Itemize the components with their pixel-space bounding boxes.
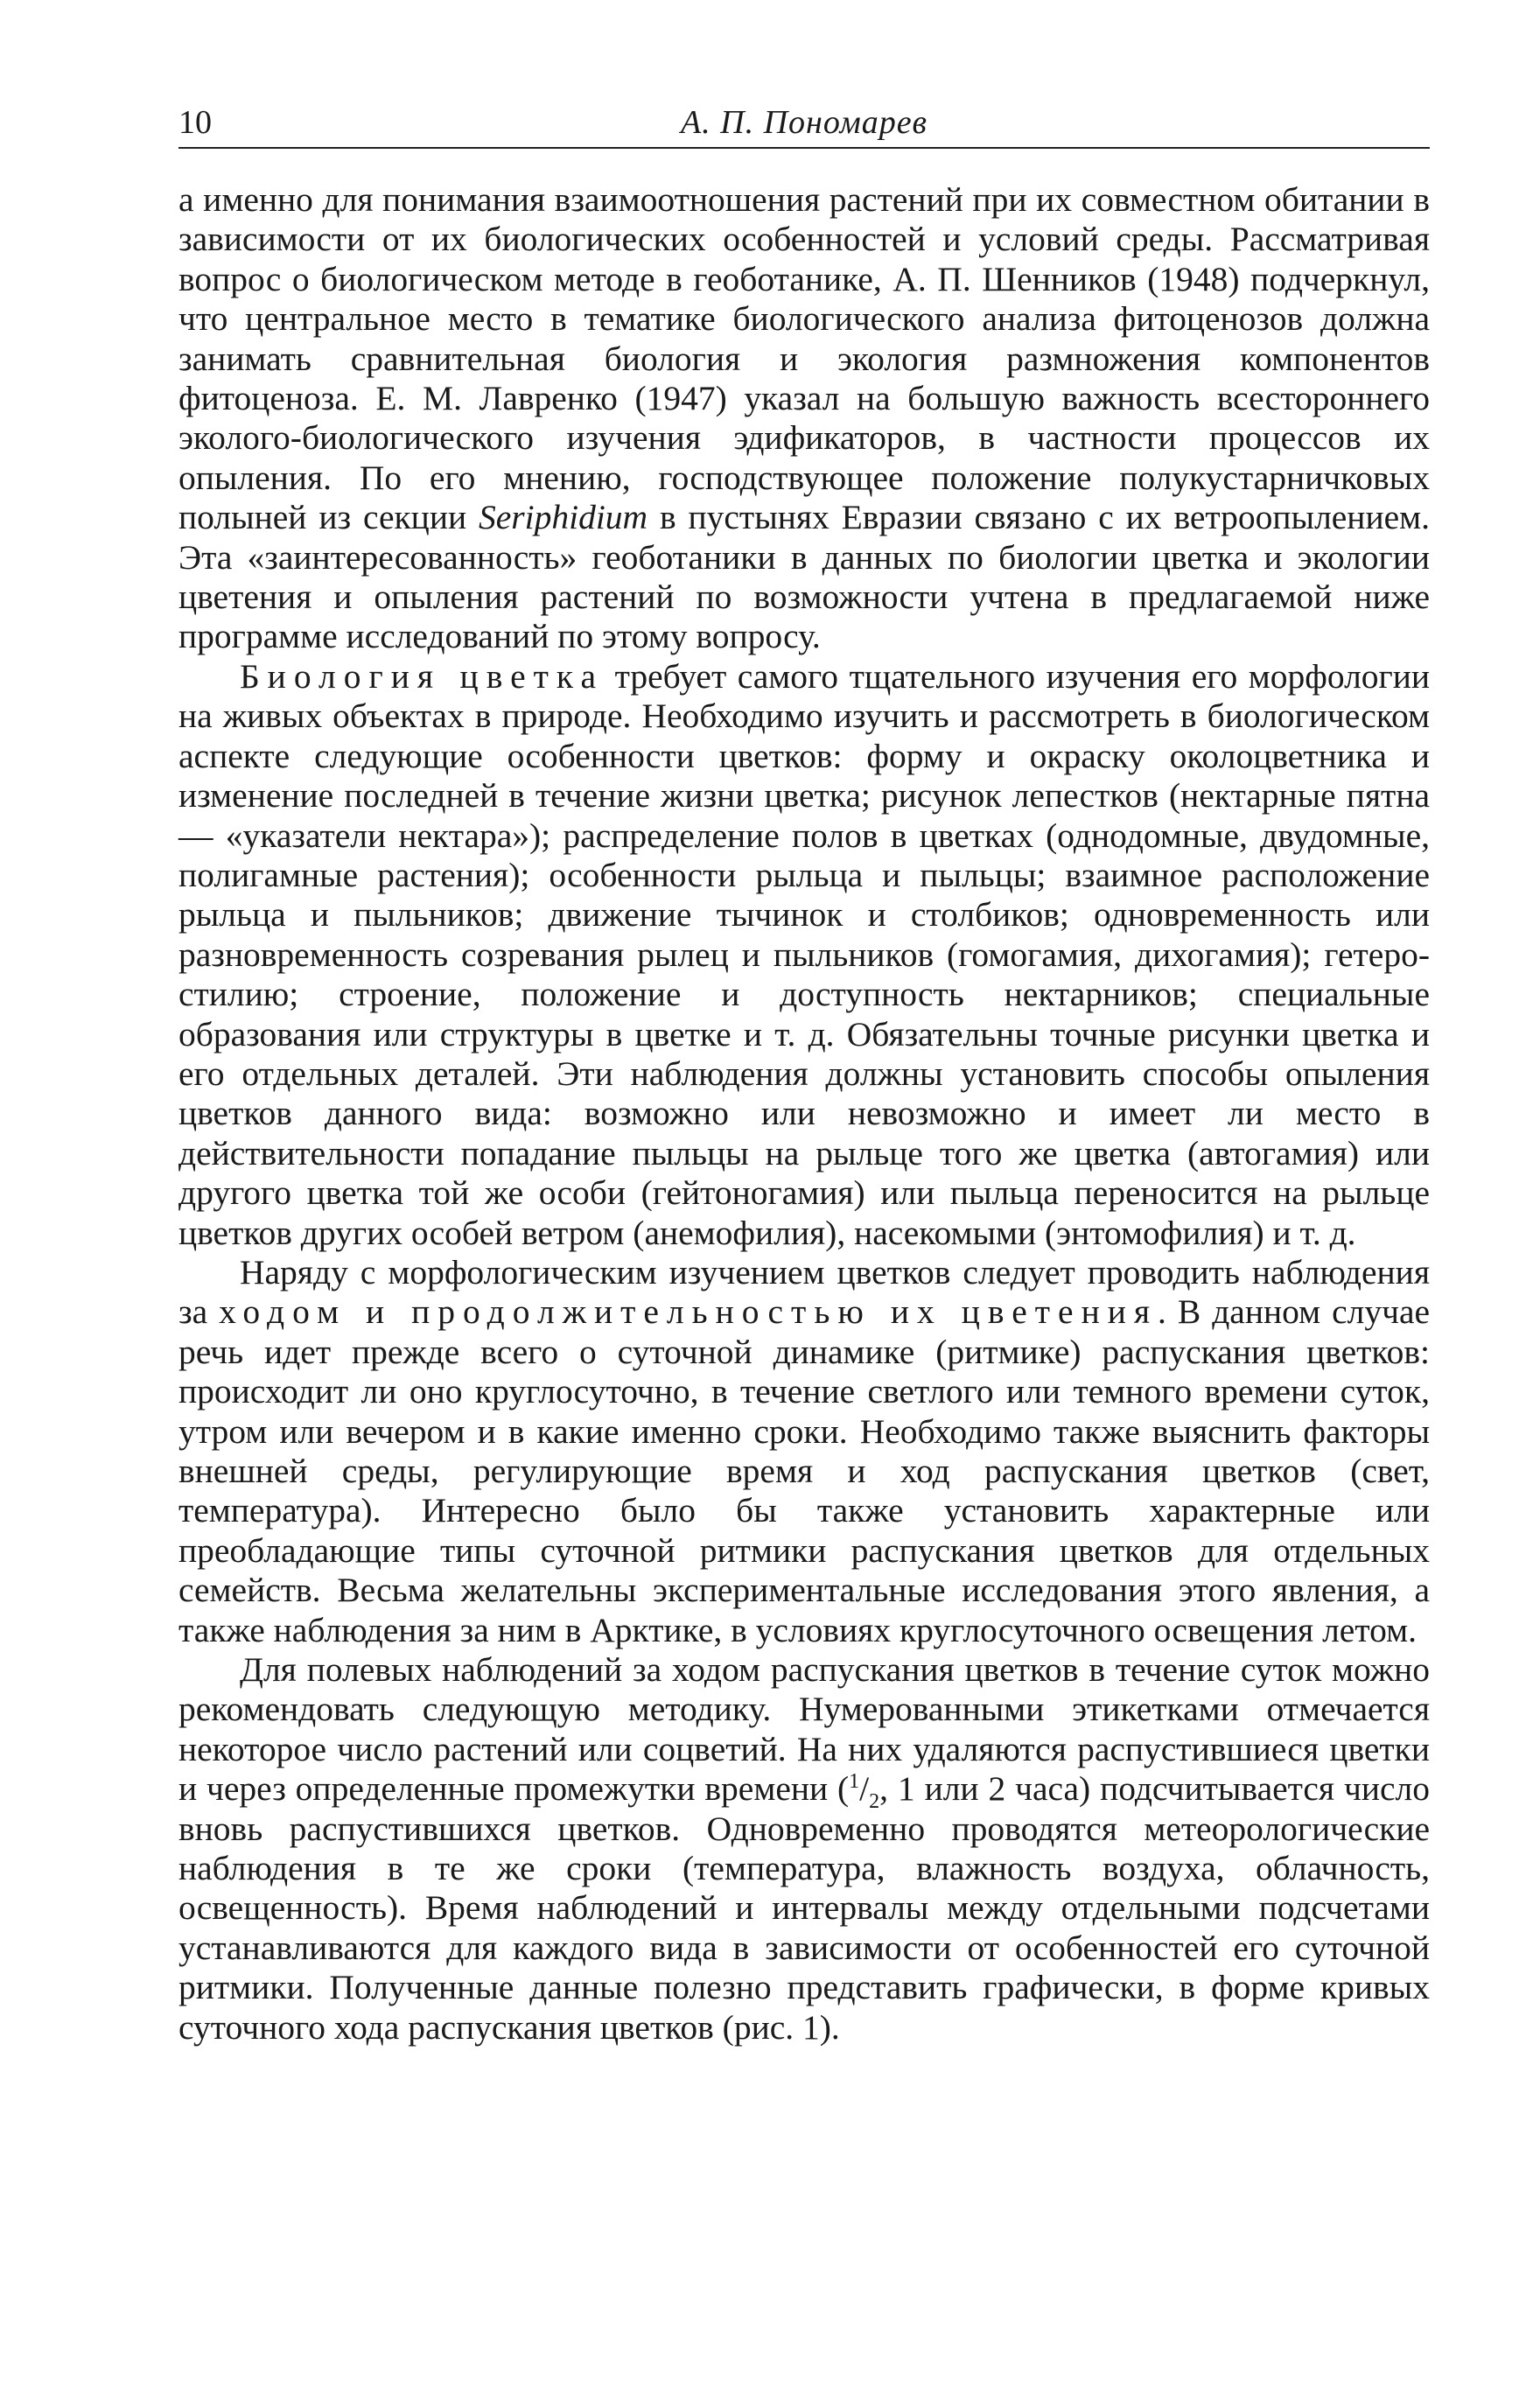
running-title: А. П. Пономарев xyxy=(680,104,928,141)
book-page xyxy=(178,98,1430,2048)
paragraph-2-spaced-term: Биология цветка xyxy=(240,656,605,696)
paragraph-4-text-a: Для полевых наблюдений за ходом распускания цветков в течение суток можно рекомендовать следующую методику. Нумерованными этикетками отмечается некоторое число растений или соцветий. На них удаляются распустившиеся цветки и через определенные промежутки времени ( xyxy=(178,1650,1430,1809)
paragraph-3-spaced-term: ходом и продолжительностью их цветения xyxy=(219,1292,1158,1332)
page-header xyxy=(178,98,1430,149)
paragraph-2-text: требует самого тщательного изучения его морфологии на живых объектах в природе. Необходимо изучить и рассмотреть в биологическом аспекте следующие особенности цветков: форму и окраску околоцветника и изменение последней в течение жизни цветка; рисунок лепестков (нектарные пятна — «указатели нектара»); распределение полов в цветках (однодомные, двудомные, полигамные растения); особенности рыльца и пыльцы; взаимное расположение рыльца и пыльников; движение тычинок и столбиков; одновременность или разновременность созревания рылец и пыльников (гомогамия, дихогамия); гетеростилию; строение, положение и доступность нектарников; специальные образования или структуры в цветке и т. д. Обязательны точные рисунки цветка и его отдельных деталей. Эти наблюдения должны установить способы опыления цветков данного вида: возможно или невозможно и имеет ли место в действительности попадание пыльцы на рыльце того же цветка (автогамия) или другого цветка той же особи (гейтоногамия) или пыльца переносится на рыльце цветков других особей ветром (анемофилия), насекомыми (энтомофилия) и т. д. xyxy=(178,656,1431,1252)
paragraph-1-text-b: в пустынях Евразии связано с их ветроопылением. Эта «заинтересованность» геоботаники в данных по биологии цветка и экологии цветения и опыления растений по возможности учтена в предлагаемой ниже программе исследований по этому вопросу. xyxy=(178,498,1430,656)
paragraph-1 xyxy=(178,180,1430,657)
paragraph-2 xyxy=(178,657,1430,1253)
paragraph-4 xyxy=(178,1650,1430,2048)
paragraph-3-text-a: Наряду с морфологическим изучением цветков следует проводить наблюдения за xyxy=(178,1252,1430,1332)
paragraph-3-text-b: . В данном случае речь идет прежде всего о суточной динамике (ритмике) распускания цветков: происходит ли оно круглосуточно, в течение светлого или темного времени суток, утром или вечером и в какие именно сроки. Необходимо также выяснить факторы внешней среды, регулирующие время и ход распускания цветков (свет, температура). Интересно было бы также установить характерные или преобладающие типы суточной ритмики распускания цветков для отдельных семейств. Весьма желательны экспериментальные исследования этого явления, а также наблюдения за ним в Арктике, в условиях круглосуточного освещения летом. xyxy=(178,1292,1431,1649)
fraction-denominator: 2 xyxy=(869,1790,880,1814)
fraction-separator: / xyxy=(859,1769,870,1809)
paragraph-3 xyxy=(178,1253,1430,1650)
fraction-numerator: 1 xyxy=(849,1770,860,1794)
page-number: 10 xyxy=(178,104,212,141)
paragraph-4-text-b: , 1 или 2 часа) подсчитывается число вновь распустившихся цветков. Одновременно проводятся метеорологические наблюдения в те же сроки (температура, влажность воздуха, облачность, освещенность). Время наблюдений и интервалы между отдельными подсчетами устанавливаются для каждого вида в зависимости от особенностей его суточной ритмики. Полученные данные полезно представить графически, в форме кривых суточного хода распускания цветков (рис. 1). xyxy=(178,1769,1430,2047)
body-text xyxy=(178,180,1430,2048)
paragraph-1-italic-term: Seriphidium xyxy=(478,498,648,537)
paragraph-1-text-a: а именно для понимания взаимоотношения растений при их совместном обитании в зависимости от их биологических особенностей и условий среды. Рассматривая вопрос о биологическом методе в геоботанике, А. П. Шенников (1948) подчеркнул, что центральное место в тематике биологического анализа фитоценозов должна занимать сравнительная биология и экология размножения компонентов фитоценоза. Е. М. Лавренко (1947) указал на большую важность всестороннего эколого-биологического изучения эдификаторов, в частности процессов их опыления. По его мнению, господствующее положение полукустарничковых полыней из секции xyxy=(178,180,1430,537)
